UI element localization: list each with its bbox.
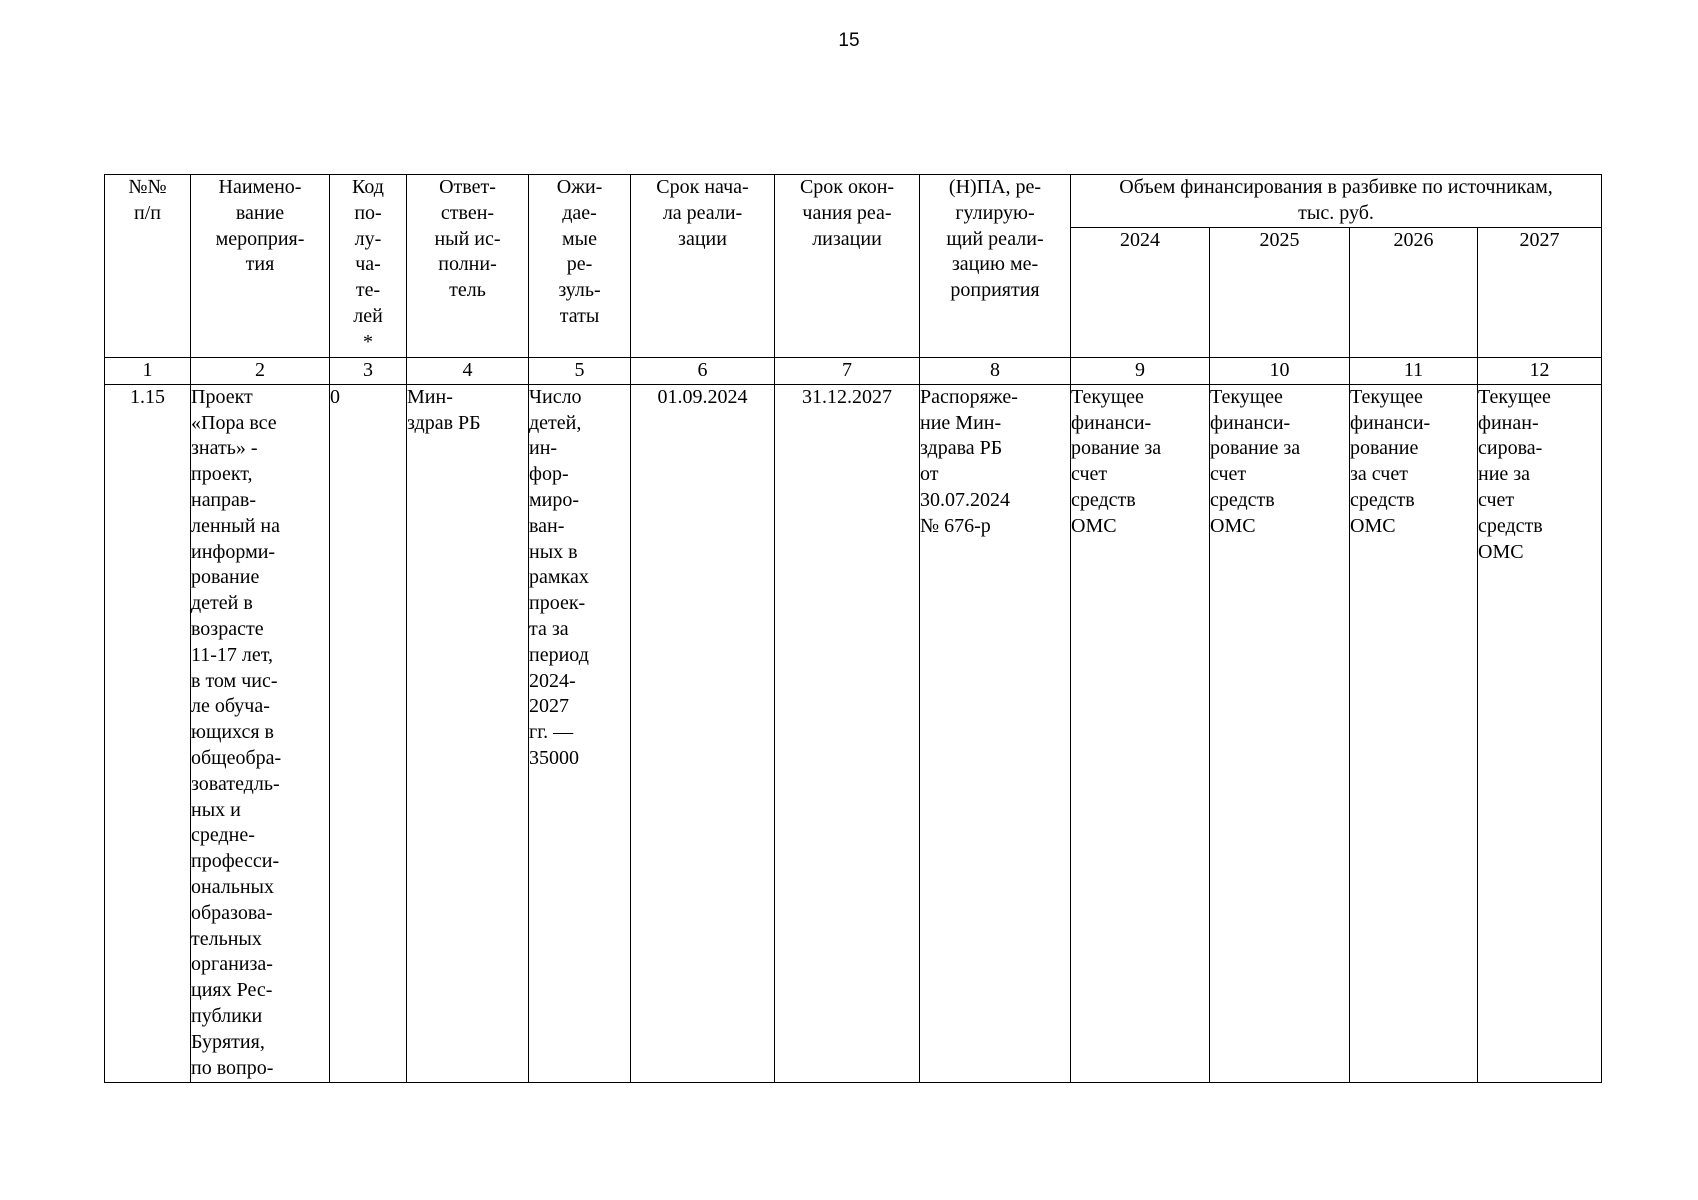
activity-name <box>191 384 330 1082</box>
column-number: 12 <box>1478 358 1602 385</box>
text-line: 30.07.2024 <box>920 488 1010 511</box>
text-line: Срок окон- <box>799 176 895 198</box>
expected-results <box>529 384 631 1082</box>
financing-table <box>104 174 1602 1083</box>
text-line: 11-17 лет, <box>191 643 274 666</box>
text-line: за счет <box>1350 463 1408 486</box>
column-number: 9 <box>1071 358 1210 385</box>
text-line: Ответ- <box>439 176 496 198</box>
column-number: 4 <box>407 358 529 385</box>
header-year-2026: 2026 <box>1350 228 1478 358</box>
header-year-2024: 2024 <box>1071 228 1210 358</box>
text-line: публики <box>191 1004 263 1027</box>
text-line: рование <box>191 566 260 589</box>
text-line: ван- <box>529 514 565 537</box>
text-line: общеобра- <box>191 746 282 769</box>
header-activity-name <box>191 175 330 358</box>
text-line: Число <box>529 385 582 408</box>
header-executor <box>407 175 529 358</box>
text-line: ленный на <box>191 514 280 537</box>
text-line: Текущее <box>1210 385 1283 408</box>
text-line: ние за <box>1478 463 1531 486</box>
text-line: зации <box>678 227 727 250</box>
text-line: средств <box>1350 488 1415 511</box>
text-line: ствен- <box>440 201 495 224</box>
column-number: 7 <box>775 358 920 385</box>
text-line: счет <box>1071 463 1108 486</box>
text-line: направ- <box>191 488 256 511</box>
text-line: детей, <box>529 411 582 434</box>
text-line: тельных <box>191 927 262 950</box>
text-line: рамках <box>529 566 589 589</box>
text-line: по вопро- <box>191 1056 274 1079</box>
text-line: ОМС <box>1478 540 1524 563</box>
header-year-2027: 2027 <box>1478 228 1602 358</box>
text-line: мероприя- <box>215 227 305 250</box>
column-number: 2 <box>191 358 330 385</box>
end-date: 31.12.2027 <box>775 384 920 1082</box>
text-line: Ожи- <box>556 176 603 198</box>
column-number: 10 <box>1210 358 1350 385</box>
text-line: по- <box>354 201 382 224</box>
text-line: средств <box>1478 514 1543 537</box>
text-line: гулирую- <box>955 201 1035 224</box>
text-line: образова- <box>191 901 273 924</box>
text-line: професси- <box>191 850 280 873</box>
text-line: зуль- <box>558 279 601 302</box>
text-line: ный ис- <box>434 227 501 250</box>
text-line: (Н)ПА, ре- <box>948 176 1042 198</box>
table-row <box>105 384 1602 1082</box>
column-number: 11 <box>1350 358 1478 385</box>
financing-2024 <box>1071 384 1210 1082</box>
text-line: щий реали- <box>946 227 1044 250</box>
text-line: «Пора все <box>191 411 277 434</box>
text-line: от <box>920 463 939 486</box>
header-item-number <box>105 175 191 358</box>
text-line: миро- <box>529 488 580 511</box>
text-line: финан- <box>1478 411 1539 434</box>
text-line: таты <box>559 304 600 327</box>
text-line: Бурятия, <box>191 1030 265 1053</box>
text-line: детей в <box>191 592 253 615</box>
text-line: * <box>363 330 373 353</box>
text-line: проек- <box>529 592 586 615</box>
text-line: лизации <box>812 227 882 250</box>
text-line: п/п <box>134 201 161 224</box>
text-line: ин- <box>529 437 558 460</box>
column-number: 1 <box>105 358 191 385</box>
text-line: чания реа- <box>802 201 892 224</box>
text-line: в том чис- <box>191 669 278 692</box>
text-line: ле обуча- <box>191 695 270 718</box>
text-line: 2024- <box>529 669 576 692</box>
financing-2025 <box>1210 384 1350 1082</box>
text-line: вание <box>235 201 285 224</box>
text-line: средств <box>1071 488 1136 511</box>
row-number: 1.15 <box>105 384 191 1082</box>
text-line: лей <box>353 304 383 327</box>
text-line: ональных <box>191 875 274 898</box>
text-line: ных в <box>529 540 578 563</box>
financing-2027 <box>1478 384 1602 1082</box>
text-line: мые <box>562 227 597 250</box>
header-year-2025: 2025 <box>1210 228 1350 358</box>
text-line: счет <box>1478 488 1515 511</box>
text-line: та за <box>529 617 569 640</box>
text-line: ных и <box>191 798 241 821</box>
start-date: 01.09.2024 <box>631 384 775 1082</box>
text-line: ние Мин- <box>920 411 1002 434</box>
text-line: ОМС <box>1071 514 1117 537</box>
text-line: рование за <box>1210 437 1301 460</box>
text-line: Код <box>352 176 384 198</box>
text-line: циях Рес- <box>191 979 273 1002</box>
text-line: финанси- <box>1071 411 1152 434</box>
column-number-row <box>105 358 1602 385</box>
text-line: № 676-р <box>920 514 991 537</box>
text-line: дае- <box>562 201 597 224</box>
text-line: ющихся в <box>191 721 274 744</box>
header-end-date <box>775 175 920 358</box>
header-start-date <box>631 175 775 358</box>
text-line: гг. — <box>529 721 574 744</box>
text-line: Проект <box>191 385 253 408</box>
text-line: счет <box>1210 463 1247 486</box>
text-line: финанси- <box>1350 411 1431 434</box>
text-line: информи- <box>191 540 276 563</box>
text-line: Текущее <box>1350 385 1423 408</box>
column-number: 5 <box>529 358 631 385</box>
page-number: 15 <box>838 30 860 51</box>
header-financing <box>1071 175 1602 228</box>
text-line: фор- <box>529 463 569 486</box>
text-line: здрава РБ <box>920 437 1003 460</box>
header-row-1 <box>105 175 1602 228</box>
text-line: Наимено- <box>218 176 302 198</box>
text-line: ла реали- <box>662 201 743 224</box>
text-line: проект, <box>191 463 253 486</box>
recipient-code: 0 <box>330 384 407 1082</box>
header-recipient-code <box>330 175 407 358</box>
text-line: тыс. руб. <box>1298 201 1374 224</box>
text-line: Текущее <box>1478 385 1551 408</box>
text-line: период <box>529 643 589 666</box>
text-line: рование <box>1350 437 1419 460</box>
text-line: тия <box>245 253 275 276</box>
text-line: здрав РБ <box>407 411 481 434</box>
executor <box>407 384 529 1082</box>
text-line: финанси- <box>1210 411 1291 434</box>
text-line: ОМС <box>1350 514 1396 537</box>
text-line: 35000 <box>529 746 579 769</box>
text-line: средств <box>1210 488 1275 511</box>
text-line: Мин- <box>407 385 453 408</box>
text-line: Объем финансирования в разбивке по источникам, <box>1119 176 1553 198</box>
text-line: средне- <box>191 824 255 847</box>
text-line: полни- <box>438 253 497 276</box>
header-regulation <box>920 175 1071 358</box>
text-line: знать» - <box>191 437 258 460</box>
text-line: организа- <box>191 953 273 976</box>
regulation <box>920 384 1071 1082</box>
text-line: зоватедль- <box>191 772 280 795</box>
column-number: 8 <box>920 358 1071 385</box>
text-line: возрасте <box>191 617 264 640</box>
text-line: ча- <box>355 253 381 276</box>
text-line: Срок нача- <box>656 176 749 198</box>
text-line: Текущее <box>1071 385 1144 408</box>
text-line: тель <box>449 279 486 302</box>
text-line: №№ <box>128 176 167 198</box>
text-line: сирова- <box>1478 437 1543 460</box>
text-line: ОМС <box>1210 514 1256 537</box>
financing-2026 <box>1350 384 1478 1082</box>
column-number: 6 <box>631 358 775 385</box>
text-line: роприятия <box>950 279 1040 302</box>
text-line: лу- <box>354 227 382 250</box>
text-line: рование за <box>1071 437 1162 460</box>
text-line: ре- <box>566 253 593 276</box>
text-line: те- <box>355 279 381 302</box>
text-line: Распоряже- <box>920 385 1018 408</box>
text-line: зацию ме- <box>951 253 1039 276</box>
header-expected-results <box>529 175 631 358</box>
column-number: 3 <box>330 358 407 385</box>
text-line: 2027 <box>529 695 569 718</box>
